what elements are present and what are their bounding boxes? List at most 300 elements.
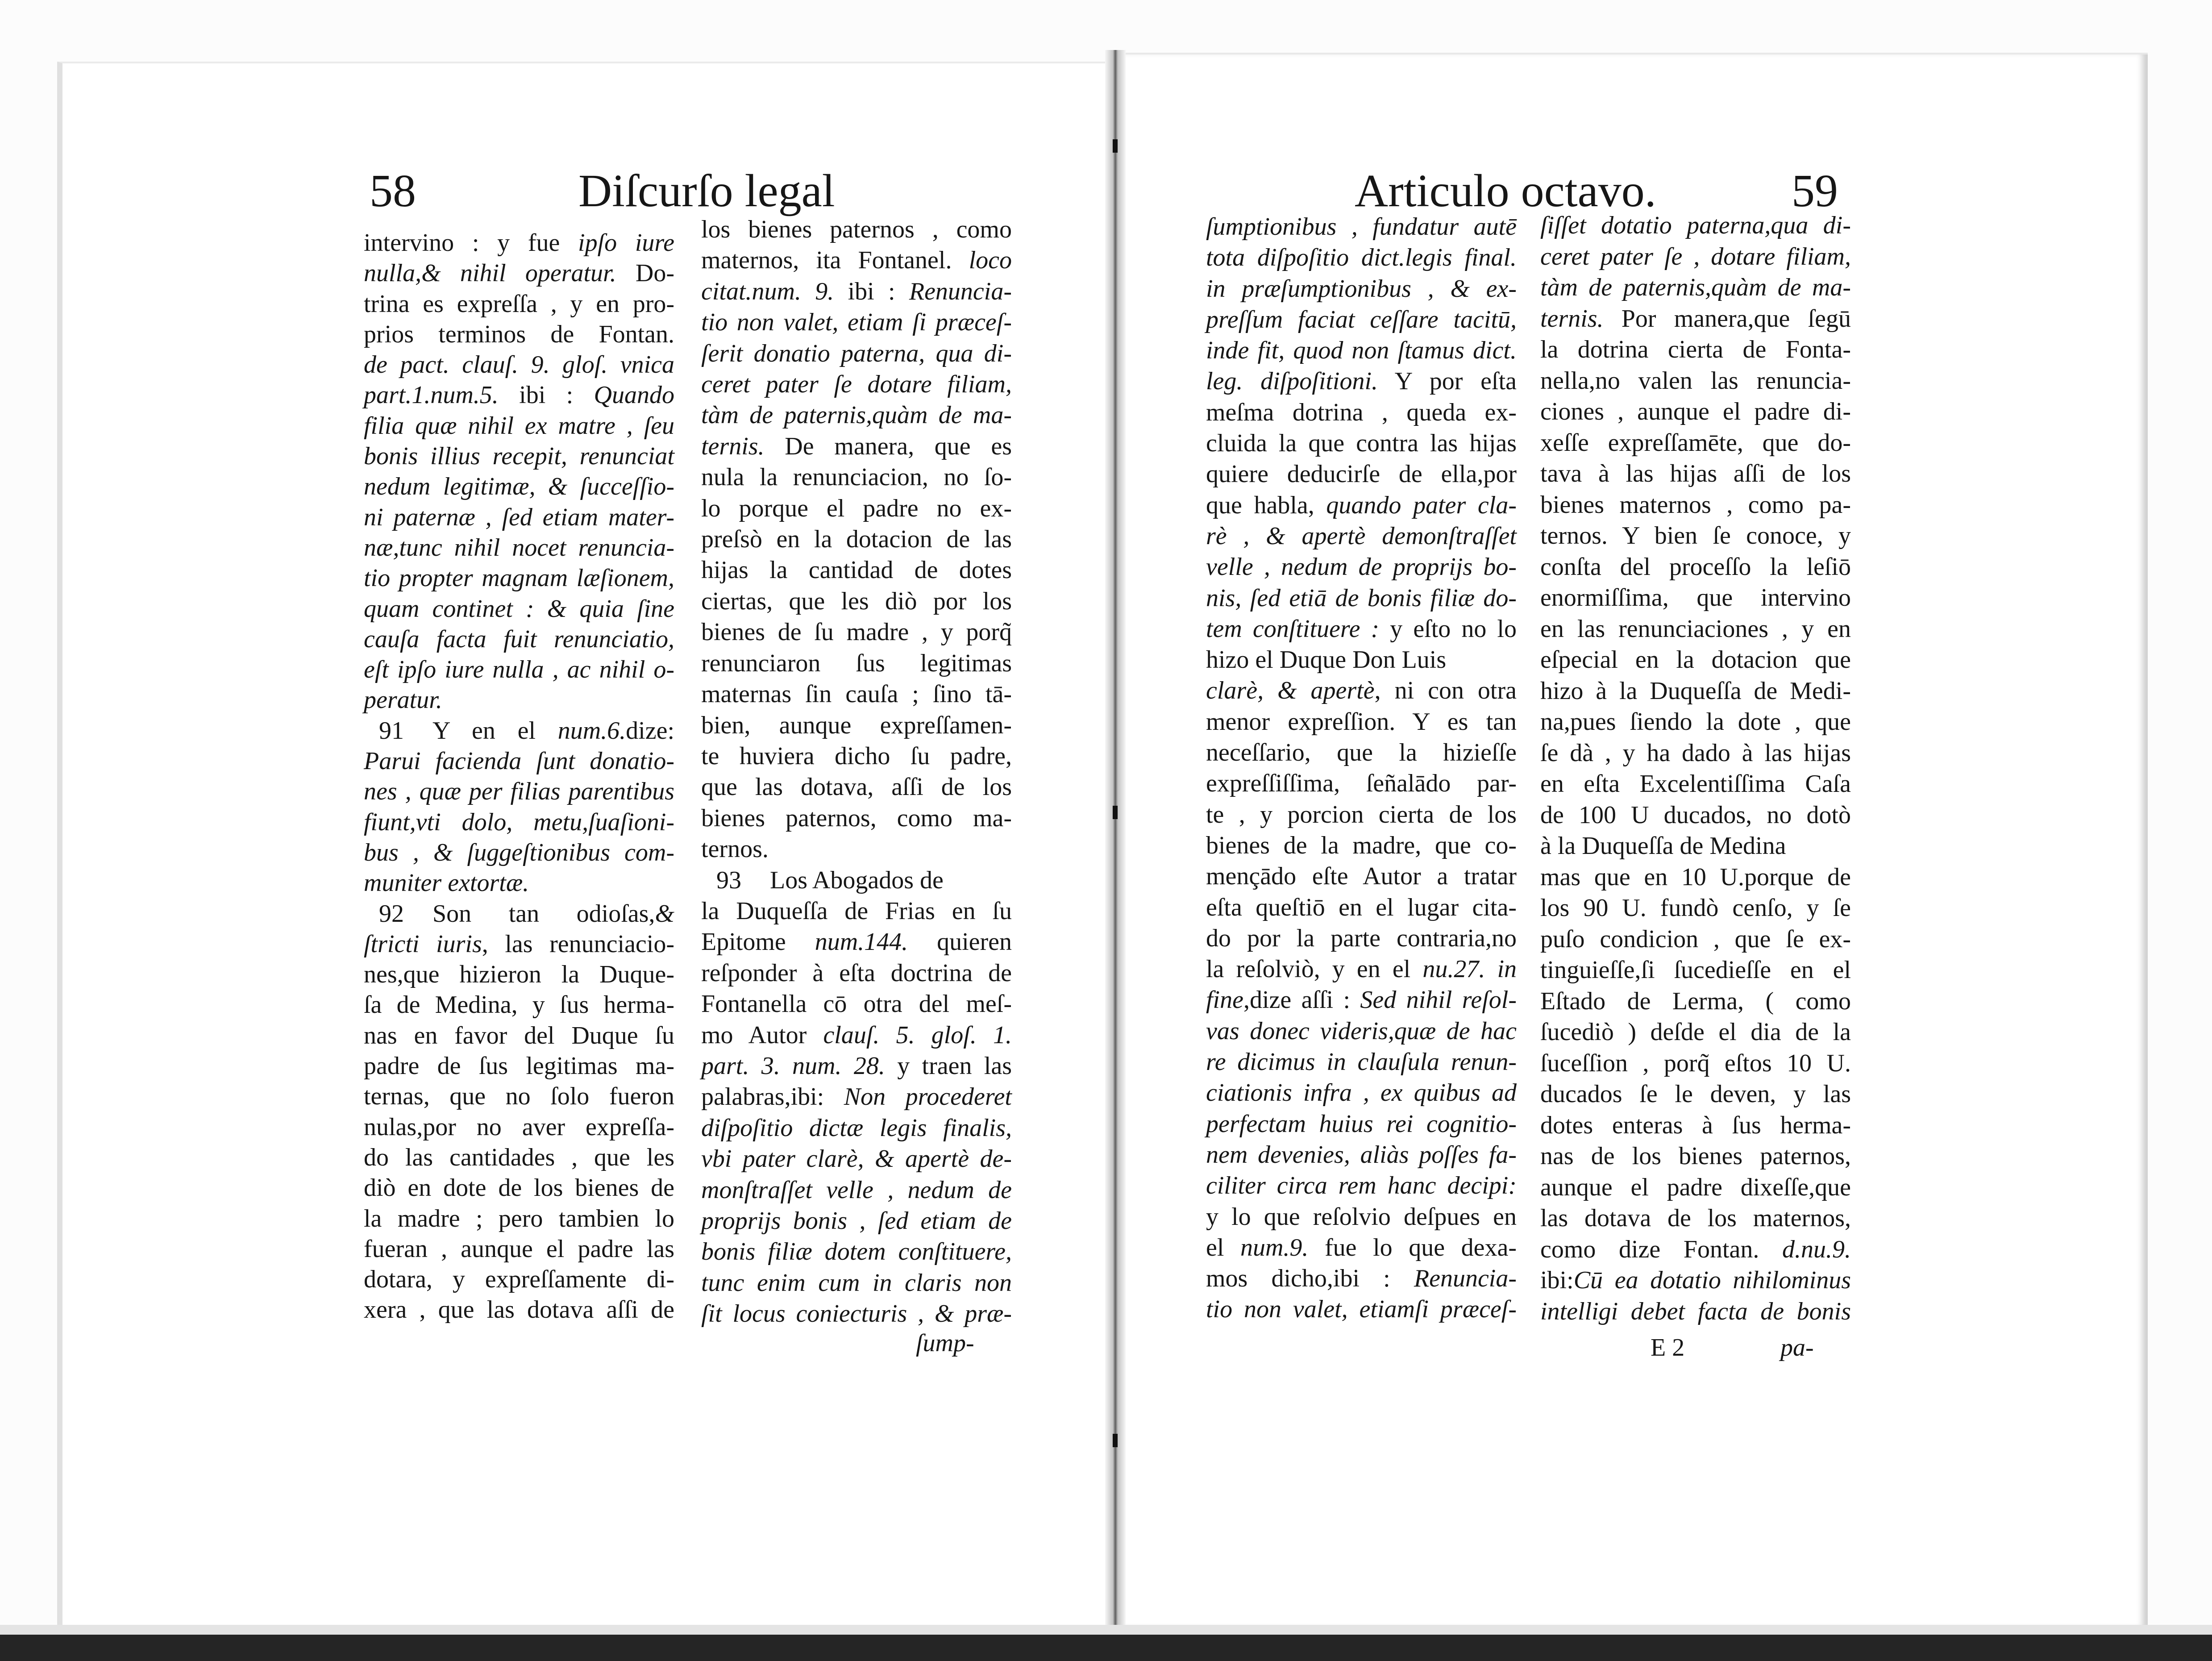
text-line [1540,272,1851,304]
text-line-content [364,654,674,685]
text-line [1206,242,1517,273]
text-line-content [1206,1047,1517,1078]
text-line-content [364,929,674,959]
text-line-content [1206,799,1517,830]
roman-text: mas que en 10 U.porque de [1540,863,1851,891]
text-line-content [364,899,674,929]
text-line [364,776,674,807]
text-line [364,563,674,593]
italic-text: Sed nihil reſol- [1360,986,1517,1014]
italic-text: loco [969,246,1012,275]
text-line-content [1540,334,1851,366]
roman-text: bienes de la madre, que co- [1206,831,1517,859]
text-line-content [1540,1079,1851,1110]
italic-text: in præſumptionibus , & ex- [1206,275,1517,303]
roman-text: nas de los bienes paternos, [1540,1142,1851,1170]
italic-text: ſtricti iuris [364,930,482,958]
roman-text: que las dotava, aſſi de los [701,773,1012,801]
text-line [1206,675,1517,706]
roman-text: maternas ſin cauſa ; ſino tā- [701,680,1012,708]
text-line [364,411,674,441]
left-running-head: Diſcurſo legal [578,165,835,216]
text-line [1540,396,1851,428]
text-line-content [364,1081,674,1111]
text-line [1540,986,1851,1017]
roman-text: renunciaron ſus legitimas [701,649,1012,677]
text-line [364,289,674,319]
text-line [701,1020,1012,1051]
roman-text: ,dize aſſi : [1243,986,1360,1014]
text-line [1206,428,1517,459]
text-line [1206,985,1517,1016]
text-line [1206,397,1517,428]
text-line [1206,923,1517,954]
roman-text: dize: [626,716,674,745]
roman-text: bienes paternos, como ma- [701,804,1012,832]
roman-text: fue lo que dexa- [1308,1233,1517,1261]
text-line [1540,893,1851,924]
text-line [701,834,1012,865]
italic-text: ſit locus coniecturis , & præ- [701,1300,1012,1328]
text-line-content [701,772,1012,803]
text-line-content [1206,1109,1517,1140]
text-line-content [1206,768,1517,799]
roman-text: mo Autor [701,1021,823,1049]
italic-text: Parui facienda ſunt donatio- [364,747,674,775]
roman-text: expreſſiſſima, ſeñalādo par- [1206,770,1517,798]
roman-text: ſuceſſion , porq̃ eſtos 10 U. [1540,1049,1851,1077]
italic-text: tunc enim cum in claris non [701,1269,1012,1297]
italic-text: ſiſſet dotatio paterna,qua di- [1540,212,1851,239]
text-line-content [364,594,674,624]
text-line-content [1540,458,1851,490]
roman-text: ibi : [498,381,594,409]
italic-text: vas donec videris,quæ de hac [1206,1017,1517,1045]
text-line [364,1203,674,1234]
text-line [364,746,674,776]
text-line [364,350,674,380]
text-line-content [1206,212,1517,242]
text-line [701,555,1012,586]
italic-text: tio non valet, etiamſi præceſ- [1206,1295,1517,1324]
italic-text: ciationis infra , ex quibus ad [1206,1079,1517,1107]
italic-text: nem devenies, aliàs poſſes fa- [1206,1141,1517,1169]
roman-text: te , y porcion cierta de los [1206,800,1517,828]
text-line-content [364,228,674,258]
text-line [1206,1016,1517,1047]
roman-text: bien, aunque expreſſamen- [701,711,1012,739]
text-line-content [1540,520,1851,552]
text-line-content [701,1236,1012,1267]
italic-text: inde fit, quod non ſtamus dict. [1206,337,1517,365]
left-page-column-2 [701,214,1012,1330]
roman-text: maternos, ita Fontanel. [701,246,969,275]
italic-text: clarè, & apertè [1206,677,1375,705]
roman-text: nulas,por no aver expreſſa- [364,1113,674,1141]
text-line [701,679,1012,710]
italic-text: fine [1206,986,1243,1014]
italic-text: part.1.num.5. [364,381,499,409]
text-line-content [701,1113,1012,1144]
text-line [701,648,1012,679]
text-line [1540,1017,1851,1048]
text-line [1540,1110,1851,1141]
italic-text: muniter extortæ. [364,869,529,897]
text-line [1540,614,1851,645]
text-line [701,741,1012,772]
text-line-content [1540,986,1851,1017]
text-line [701,989,1012,1020]
roman-text: Do- [616,259,674,287]
text-line [1540,707,1851,738]
italic-text: bonis illius recepit, renunciat [364,442,674,470]
roman-text: conſta del proceſſo la leſiō [1540,553,1851,581]
roman-text: como dize Fontan. [1540,1235,1782,1263]
roman-text: Y en el [432,716,558,745]
text-line-content [701,1268,1012,1299]
text-line [364,1142,674,1173]
text-line [701,1206,1012,1236]
text-line-content [1540,645,1851,676]
text-line [1206,737,1517,768]
roman-text: nas en favor del Duque ſu [364,1021,674,1049]
italic-text: num.144. [815,928,908,956]
text-line [1540,210,1851,241]
text-line [1540,676,1851,707]
text-line [1206,274,1517,304]
text-line-content [1206,1294,1517,1325]
text-line-content [1206,1232,1517,1263]
text-line [364,990,674,1020]
text-line-content [701,1175,1012,1206]
text-line [364,807,674,837]
roman-text: palabras,ibi: [701,1083,844,1111]
text-line-content [701,927,1012,957]
text-line-content [364,1020,674,1051]
italic-text: d.nu.9. [1782,1235,1851,1263]
roman-text: menor expreſſion. Y es tan [1206,708,1517,736]
text-line-content [1206,1016,1517,1047]
text-line-content [1206,459,1517,490]
text-line [701,710,1012,741]
text-line [1206,1202,1517,1232]
roman-text: De manera, que es [764,432,1012,460]
text-line-content [701,338,1012,369]
roman-text: el [1206,1233,1240,1261]
text-line-content [701,679,1012,710]
text-line-content [701,1082,1012,1112]
text-line-content [1206,1170,1517,1201]
roman-text: las dotava de los maternos, [1540,1204,1851,1232]
italic-text: tem conſtituere : [1206,615,1380,643]
text-line [364,319,674,350]
text-line-content [701,896,1012,927]
roman-text: nes,que hizieron la Duque- [364,961,674,989]
text-line [701,276,1012,307]
italic-text: tàm de paternis,quàm de ma- [1540,274,1851,301]
roman-text: Epitome [701,928,815,956]
text-line [701,493,1012,524]
text-line-content [1540,1296,1851,1328]
text-line [1540,241,1851,273]
text-line [701,431,1012,462]
text-line [1206,1109,1517,1140]
text-line-content [1540,955,1851,986]
italic-text: rè , & apertè demonſtraſſet [1206,522,1517,550]
roman-text: la reſolviò, y en el [1206,955,1423,983]
roman-text: hizo à la Duqueſſa de Medi- [1540,677,1851,705]
text-line-content [364,411,674,441]
text-line-content [701,1020,1012,1051]
italic-text: ceret pater ſe , dotare filiam, [1540,242,1851,271]
text-line [1206,1232,1517,1263]
roman-text: ibi : [834,277,909,305]
text-line-content [1206,1140,1517,1170]
text-line-content [701,276,1012,307]
roman-text: dotes enteras à ſus herma- [1540,1111,1851,1139]
italic-text: tàm de paternis,quàm de ma- [701,401,1012,429]
text-line-content [1206,954,1517,985]
roman-text: à la Duqueſſa de Medina [1540,832,1786,860]
roman-text: puſo condicion , que ſe ex- [1540,925,1851,953]
roman-text: mos dicho,ibi : [1206,1265,1414,1293]
text-line-content [364,990,674,1020]
text-line [364,837,674,868]
right-catchword: pa- [1780,1334,1814,1361]
italic-text: proprijs bonis , ſed etiam de [701,1207,1012,1235]
italic-text: Renuncia- [1414,1265,1517,1293]
text-line [1540,552,1851,583]
text-line-content [701,1144,1012,1174]
italic-text: bus , & ſuggeſtionibus com- [364,838,674,866]
roman-text: fueran , aunque el padre las [364,1235,674,1263]
text-line-content [364,685,442,715]
text-line [1540,831,1851,862]
text-line-content [701,369,1012,400]
text-line-content [1206,274,1517,304]
text-line-content [1540,614,1851,645]
italic-text: leg. diſpoſitioni. [1206,367,1378,395]
italic-text: intelligi debet facta de bonis [1540,1297,1851,1325]
italic-text: clauſ. 5. gloſ. 1. [823,1021,1012,1049]
text-line [701,214,1012,245]
text-line [1206,707,1517,737]
text-line [364,868,674,898]
italic-text: ceret pater ſe dotare filiam, [701,370,1012,399]
text-line [701,772,1012,803]
right-page-column-1 [1206,212,1517,1325]
text-line-content [701,834,769,865]
italic-text: ni paternæ , ſed etiam mater- [364,503,674,531]
text-line [364,1234,674,1264]
italic-text: ipſo iure [578,229,674,257]
text-line [1206,861,1517,892]
text-line [364,502,674,533]
text-line-content [1540,893,1851,924]
roman-text: bienes maternos , como pa- [1540,491,1851,519]
text-line-content [1206,923,1517,954]
text-line-content [1206,490,1517,521]
right-page-column-2 [1540,210,1851,1327]
italic-text: Cū ea dotatio nihilominus [1573,1266,1851,1294]
italic-text: ſumptionibus , fundatur autē [1206,213,1517,241]
roman-text: de 100 U ducados, no dotò [1540,801,1851,829]
text-line [1540,1079,1851,1110]
italic-text: diſpoſitio dictæ legis finalis, [701,1114,1012,1142]
text-line-content [1540,366,1851,397]
text-line-content [1206,645,1446,675]
gutter-mark [1113,806,1118,819]
roman-text: mençādo eſte Autor a tratar [1206,862,1517,891]
text-line-content [364,471,674,502]
text-line-content [701,648,1012,679]
italic-text: nis, ſed etiā de bonis filiæ do- [1206,584,1517,612]
text-line [701,1113,1012,1144]
text-line-content [364,441,674,471]
italic-text: bonis filiæ dotem conſtituere, [701,1238,1012,1266]
text-line-content [1206,552,1517,583]
text-line-content [364,1264,674,1295]
text-line-content [364,1142,674,1173]
text-line-content [1540,831,1786,862]
text-line-content [1540,428,1851,459]
roman-text: padre de ſus legitimas ma- [364,1052,674,1080]
roman-text: quiere deducirſe de ella,por [1206,460,1517,488]
gutter-mark [1113,139,1118,153]
italic-text: part. 3. num. 28. [701,1052,885,1080]
roman-text: ciertas, que les diò por los [701,587,1012,615]
roman-text: que habla, [1206,491,1326,519]
text-line-content [1540,738,1851,769]
text-line [364,1173,674,1203]
text-line-content [364,502,674,533]
text-line [701,1299,1012,1329]
text-line-content [1540,490,1851,521]
italic-text: monſtraſſet velle , nedum de [701,1176,1012,1204]
italic-text: peratur. [364,686,442,714]
roman-text: Son tan odioſas, [432,899,655,928]
text-line-content [1206,366,1517,397]
roman-text: enormiſſima, que intervino [1540,584,1851,612]
roman-text: ternas, que no ſolo fueron [364,1082,674,1111]
roman-text: , las renunciacio- [482,930,674,958]
text-line-content [701,1206,1012,1236]
text-line [364,716,674,746]
text-line-content [364,868,529,898]
roman-text: nula la renunciacion, no ſo- [701,463,1012,491]
roman-text: do por la parte contraria,no [1206,924,1517,952]
text-line [1540,1265,1851,1296]
italic-text: ternis. [701,432,765,460]
text-line-content [1206,614,1517,645]
left-page-number: 58 [370,165,416,216]
text-line-content [1540,1048,1851,1079]
text-line-content [1206,304,1517,335]
roman-text: ibi: [1540,1266,1574,1294]
text-line-content [364,624,674,654]
text-line [1206,490,1517,521]
text-line-content [1206,428,1517,459]
roman-text: hijas la cantidad de dotes [701,556,1012,584]
text-line-content [1540,1172,1851,1203]
text-line-content [364,563,674,593]
text-line [364,1295,674,1325]
page-bottom-edge [0,1625,2212,1635]
text-line [1540,458,1851,490]
text-line-content [1206,985,1517,1016]
text-line-content [364,1234,674,1264]
text-line [701,1051,1012,1082]
text-line-content [364,837,674,868]
italic-text: nulla,& nihil operatur. [364,259,616,287]
text-line-content [364,1112,674,1142]
roman-text: , ni con otra [1374,677,1517,705]
text-line [1540,490,1851,521]
roman-text: dotara, y expreſſamente di- [364,1266,674,1294]
text-line-content [701,245,1012,276]
text-line [1206,1078,1517,1108]
roman-text: nella,no valen las renuncia- [1540,366,1851,395]
text-line [1540,520,1851,552]
roman-text: meſma dotrina , queda ex- [1206,398,1517,426]
text-line [701,338,1012,369]
text-line [1206,954,1517,985]
text-line-content [1206,830,1517,861]
text-line [1206,799,1517,830]
italic-text: re dicimus in clauſula renun- [1206,1048,1517,1076]
left-page-column-1 [364,228,674,1325]
roman-text: ciones , aunque el padre di- [1540,398,1851,425]
text-line [364,594,674,624]
text-line-content [364,319,674,350]
right-page-number: 59 [1792,165,1838,216]
text-line-content [1206,583,1517,614]
text-line [364,471,674,502]
text-line-content [1206,242,1517,273]
text-line [1206,335,1517,366]
text-line-content [701,307,1012,338]
italic-text: tio non valet, etiam ſi præceſ- [701,308,1012,337]
roman-text: lo porque el padre no ex- [701,494,1012,522]
text-line-content [701,431,1012,462]
text-line-content [701,989,1012,1020]
paragraph-number: 91 [379,716,404,745]
text-line-content [1540,676,1851,707]
text-line [701,617,1012,648]
italic-text: perfectam huius rei cognitio- [1206,1110,1517,1138]
text-line [701,1175,1012,1206]
text-line [1206,1263,1517,1294]
text-line-content [1540,1017,1851,1048]
text-line-content [1206,1202,1517,1232]
roman-text: reſponder à eſta doctrina de [701,959,1012,987]
text-line-content [1206,1263,1517,1294]
text-line [1206,1294,1517,1325]
text-line [701,245,1012,276]
roman-text: ſa de Medina, y ſus herma- [364,991,674,1019]
text-line-content [701,1051,1012,1082]
text-line [701,307,1012,338]
text-line [364,624,674,654]
book-gutter [1105,50,1126,1632]
text-line-content [1206,335,1517,366]
text-line-content [701,524,1012,555]
text-line [364,380,674,410]
text-line [1540,583,1851,614]
text-line [1540,366,1851,397]
text-line [364,1264,674,1295]
text-line-content [1540,1203,1851,1234]
